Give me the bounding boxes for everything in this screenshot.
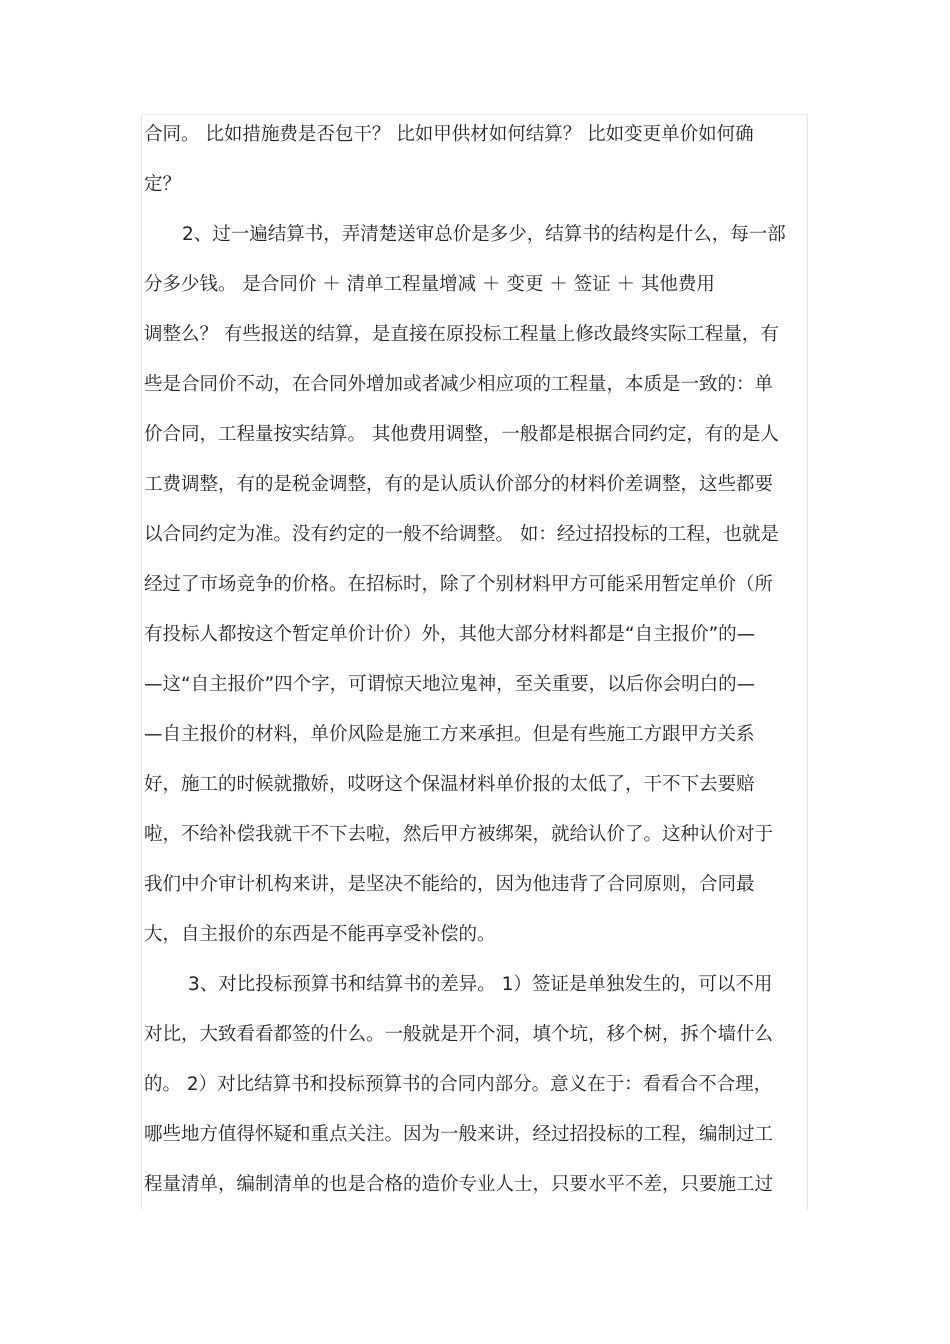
text-line: 定？ — [144, 174, 182, 195]
text-line: 啦，不给补偿我就干不下去啦，然后甲方被绑架，就给认价了。这种认价对于 — [144, 824, 774, 845]
text-line: 调整么？ 有些报送的结算，是直接在原投标工程量上修改最终实际工程量，有 — [144, 324, 779, 345]
text-line: 合同。 比如措施费是否包干？ 比如甲供材如何结算？ 比如变更单价如何确 — [144, 124, 754, 145]
text-line: 大，自主报价的东西是不能再享受补偿的。 — [144, 924, 496, 945]
text-line: 程量清单，编制清单的也是合格的造价专业人士，只要水平不差，只要施工过 — [144, 1174, 774, 1195]
text-line: 对比，大致看看都签的什么。一般就是开个洞，填个坑，移个树，拆个墙什么 — [144, 1024, 774, 1045]
text-line: 些是合同价不动，在合同外增加或者减少相应项的工程量，本质是一致的：单 — [144, 374, 774, 395]
paragraph-start-line: 2、过一遍结算书，弄清楚送审总价是多少，结算书的结构是什么，每一部 — [182, 224, 786, 245]
paragraph-start-line: 3、对比投标预算书和结算书的差异。 1）签证是单独发生的，可以不用 — [188, 974, 773, 995]
text-line: 我们中介审计机构来讲，是坚决不能给的，因为他违背了合同原则，合同最 — [144, 874, 755, 895]
text-line: —这“自主报价”四个字，可谓惊天地泣鬼神，至关重要，以后你会明白的— — [144, 674, 756, 695]
text-line: —自主报价的材料，单价风险是施工方来承担。但是有些施工方跟甲方关系 — [144, 724, 755, 745]
text-line: 分多少钱。 是合同价 ＋ 清单工程量增减 ＋ 变更 ＋ 签证 ＋ 其他费用 — [144, 274, 715, 295]
text-line: 以合同约定为准。没有约定的一般不给调整。 如：经过招投标的工程，也就是 — [144, 524, 779, 545]
text-line: 价合同，工程量按实结算。 其他费用调整，一般都是根据合同约定，有的是人 — [144, 424, 779, 445]
text-line: 哪些地方值得怀疑和重点关注。因为一般来讲，经过招投标的工程，编制过工 — [144, 1124, 774, 1145]
text-line: 有投标人都按这个暂定单价计价）外，其他大部分材料都是“自主报价”的— — [144, 624, 756, 645]
text-line: 好，施工的时候就撒娇，哎呀这个保温材料单价报的太低了，干不下去要赔 — [144, 774, 755, 795]
text-line: 的。 2）对比结算书和投标预算书的合同内部分。意义在于：看看合不合理， — [144, 1074, 773, 1095]
text-line: 工费调整，有的是税金调整，有的是认质认价部分的材料价差调整，这些都要 — [144, 474, 774, 495]
text-line: 经过了市场竞争的价格。在招标时，除了个别材料甲方可能采用暂定单价（所 — [144, 574, 774, 595]
